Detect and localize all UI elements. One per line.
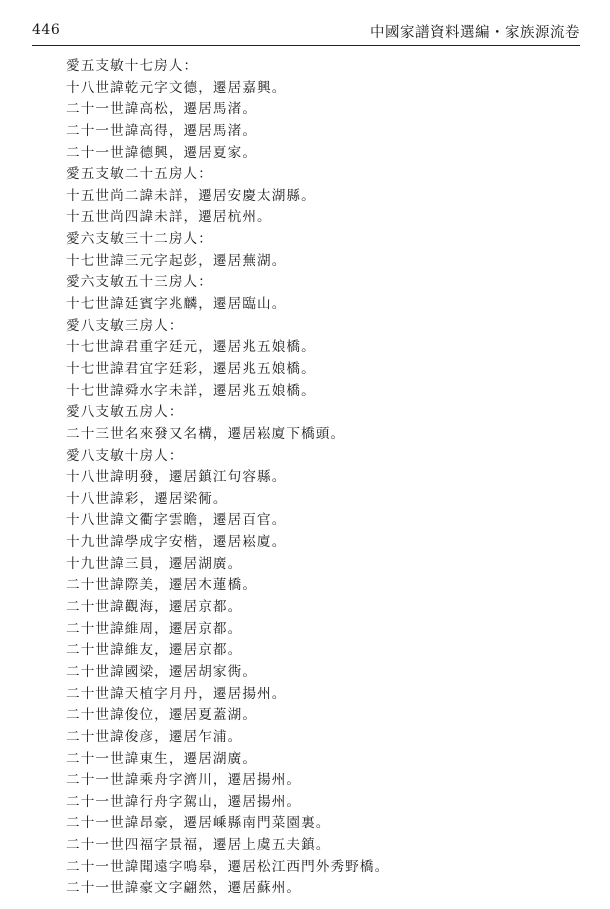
text-line: 十五世尚二諱未詳，遷居安慶太湖縣。 [66, 187, 316, 204]
text-line: 愛六支敏三十二房人： [66, 231, 213, 248]
text-body [66, 56, 586, 900]
text-line: 十七世諱三元字起彭，遷居蕪湖。 [66, 252, 287, 269]
text-line: 二十一世諱聞遠字鳴皋，遷居松江西門外秀野橋。 [66, 858, 390, 875]
text-line: 愛六支敏五十三房人： [66, 274, 213, 291]
text-line: 十五世尚四諱未詳，遷居杭州。 [66, 209, 272, 226]
text-line: 二十一世諱德興，遷居夏家。 [66, 144, 258, 161]
text-line: 愛八支敏三房人： [66, 317, 184, 334]
text-line: 十九世諱三員，遷居湖廣。 [66, 555, 243, 572]
text-line: 愛五支敏二十五房人： [66, 166, 213, 183]
text-line: 十八世諱明發，遷居鎮江句容縣。 [66, 469, 287, 486]
text-line: 二十世諱俊彦，遷居乍浦。 [66, 728, 243, 745]
text-line: 十八世諱彩，遷居梁衕。 [66, 490, 228, 507]
text-line: 二十一世諱豪文字翩然，遷居蘇州。 [66, 880, 302, 897]
text-line: 二十一世諱昂豪，遷居嵊縣南門菜園裏。 [66, 815, 331, 832]
text-line: 二十一世諱乘舟字濟川，遷居揚州。 [66, 772, 302, 789]
header-rule [32, 45, 580, 46]
text-line: 二十一世四福字景福，遷居上虞五夫鎮。 [66, 837, 331, 854]
text-line: 十七世諱君宜字廷彩，遷居兆五娘橋。 [66, 360, 316, 377]
text-line: 二十世諱維周，遷居京都。 [66, 620, 243, 637]
text-line: 二十一世諱東生，遷居湖廣。 [66, 750, 258, 767]
text-line: 十七世諱舜水字未詳，遷居兆五娘橋。 [66, 382, 316, 399]
text-line: 二十世諱天植字月丹，遷居揚州。 [66, 685, 287, 702]
running-title: 中國家譜資料選編・家族源流卷 [370, 25, 580, 41]
text-line: 二十一世諱高松，遷居馬渚。 [66, 101, 258, 118]
text-line: 二十三世名來發又名構，遷居崧廈下橋頭。 [66, 425, 346, 442]
page-header [32, 18, 580, 44]
text-line: 二十世諱俊位，遷居夏蓋湖。 [66, 707, 258, 724]
text-line: 二十世諱國梁，遷居胡家衖。 [66, 663, 258, 680]
text-line: 愛五支敏十七房人： [66, 58, 199, 74]
text-line: 二十一世諱高得，遷居馬渚。 [66, 122, 258, 139]
text-line: 十八世諱文衢字雲瞻，遷居百官。 [66, 512, 287, 529]
text-line: 二十一世諱行舟字駕山，遷居揚州。 [66, 793, 302, 810]
text-line: 十九世諱學成字安楷，遷居崧廈。 [66, 534, 287, 551]
text-line: 二十世諱際美，遷居木蓮橋。 [66, 577, 258, 594]
text-line: 二十世諱維友，遷居京都。 [66, 642, 243, 659]
text-line: 愛八支敏十房人： [66, 447, 184, 464]
text-line: 十七世諱君重字廷元，遷居兆五娘橋。 [66, 339, 316, 356]
text-line: 十七世諱廷賓字兆麟，遷居臨山。 [66, 296, 287, 313]
text-line: 十八世諱乾元字文德，遷居嘉興。 [66, 79, 287, 96]
page-number: 446 [32, 22, 61, 38]
text-line: 二十世諱觀海，遷居京都。 [66, 599, 243, 616]
text-line: 愛八支敏五房人： [66, 404, 184, 421]
